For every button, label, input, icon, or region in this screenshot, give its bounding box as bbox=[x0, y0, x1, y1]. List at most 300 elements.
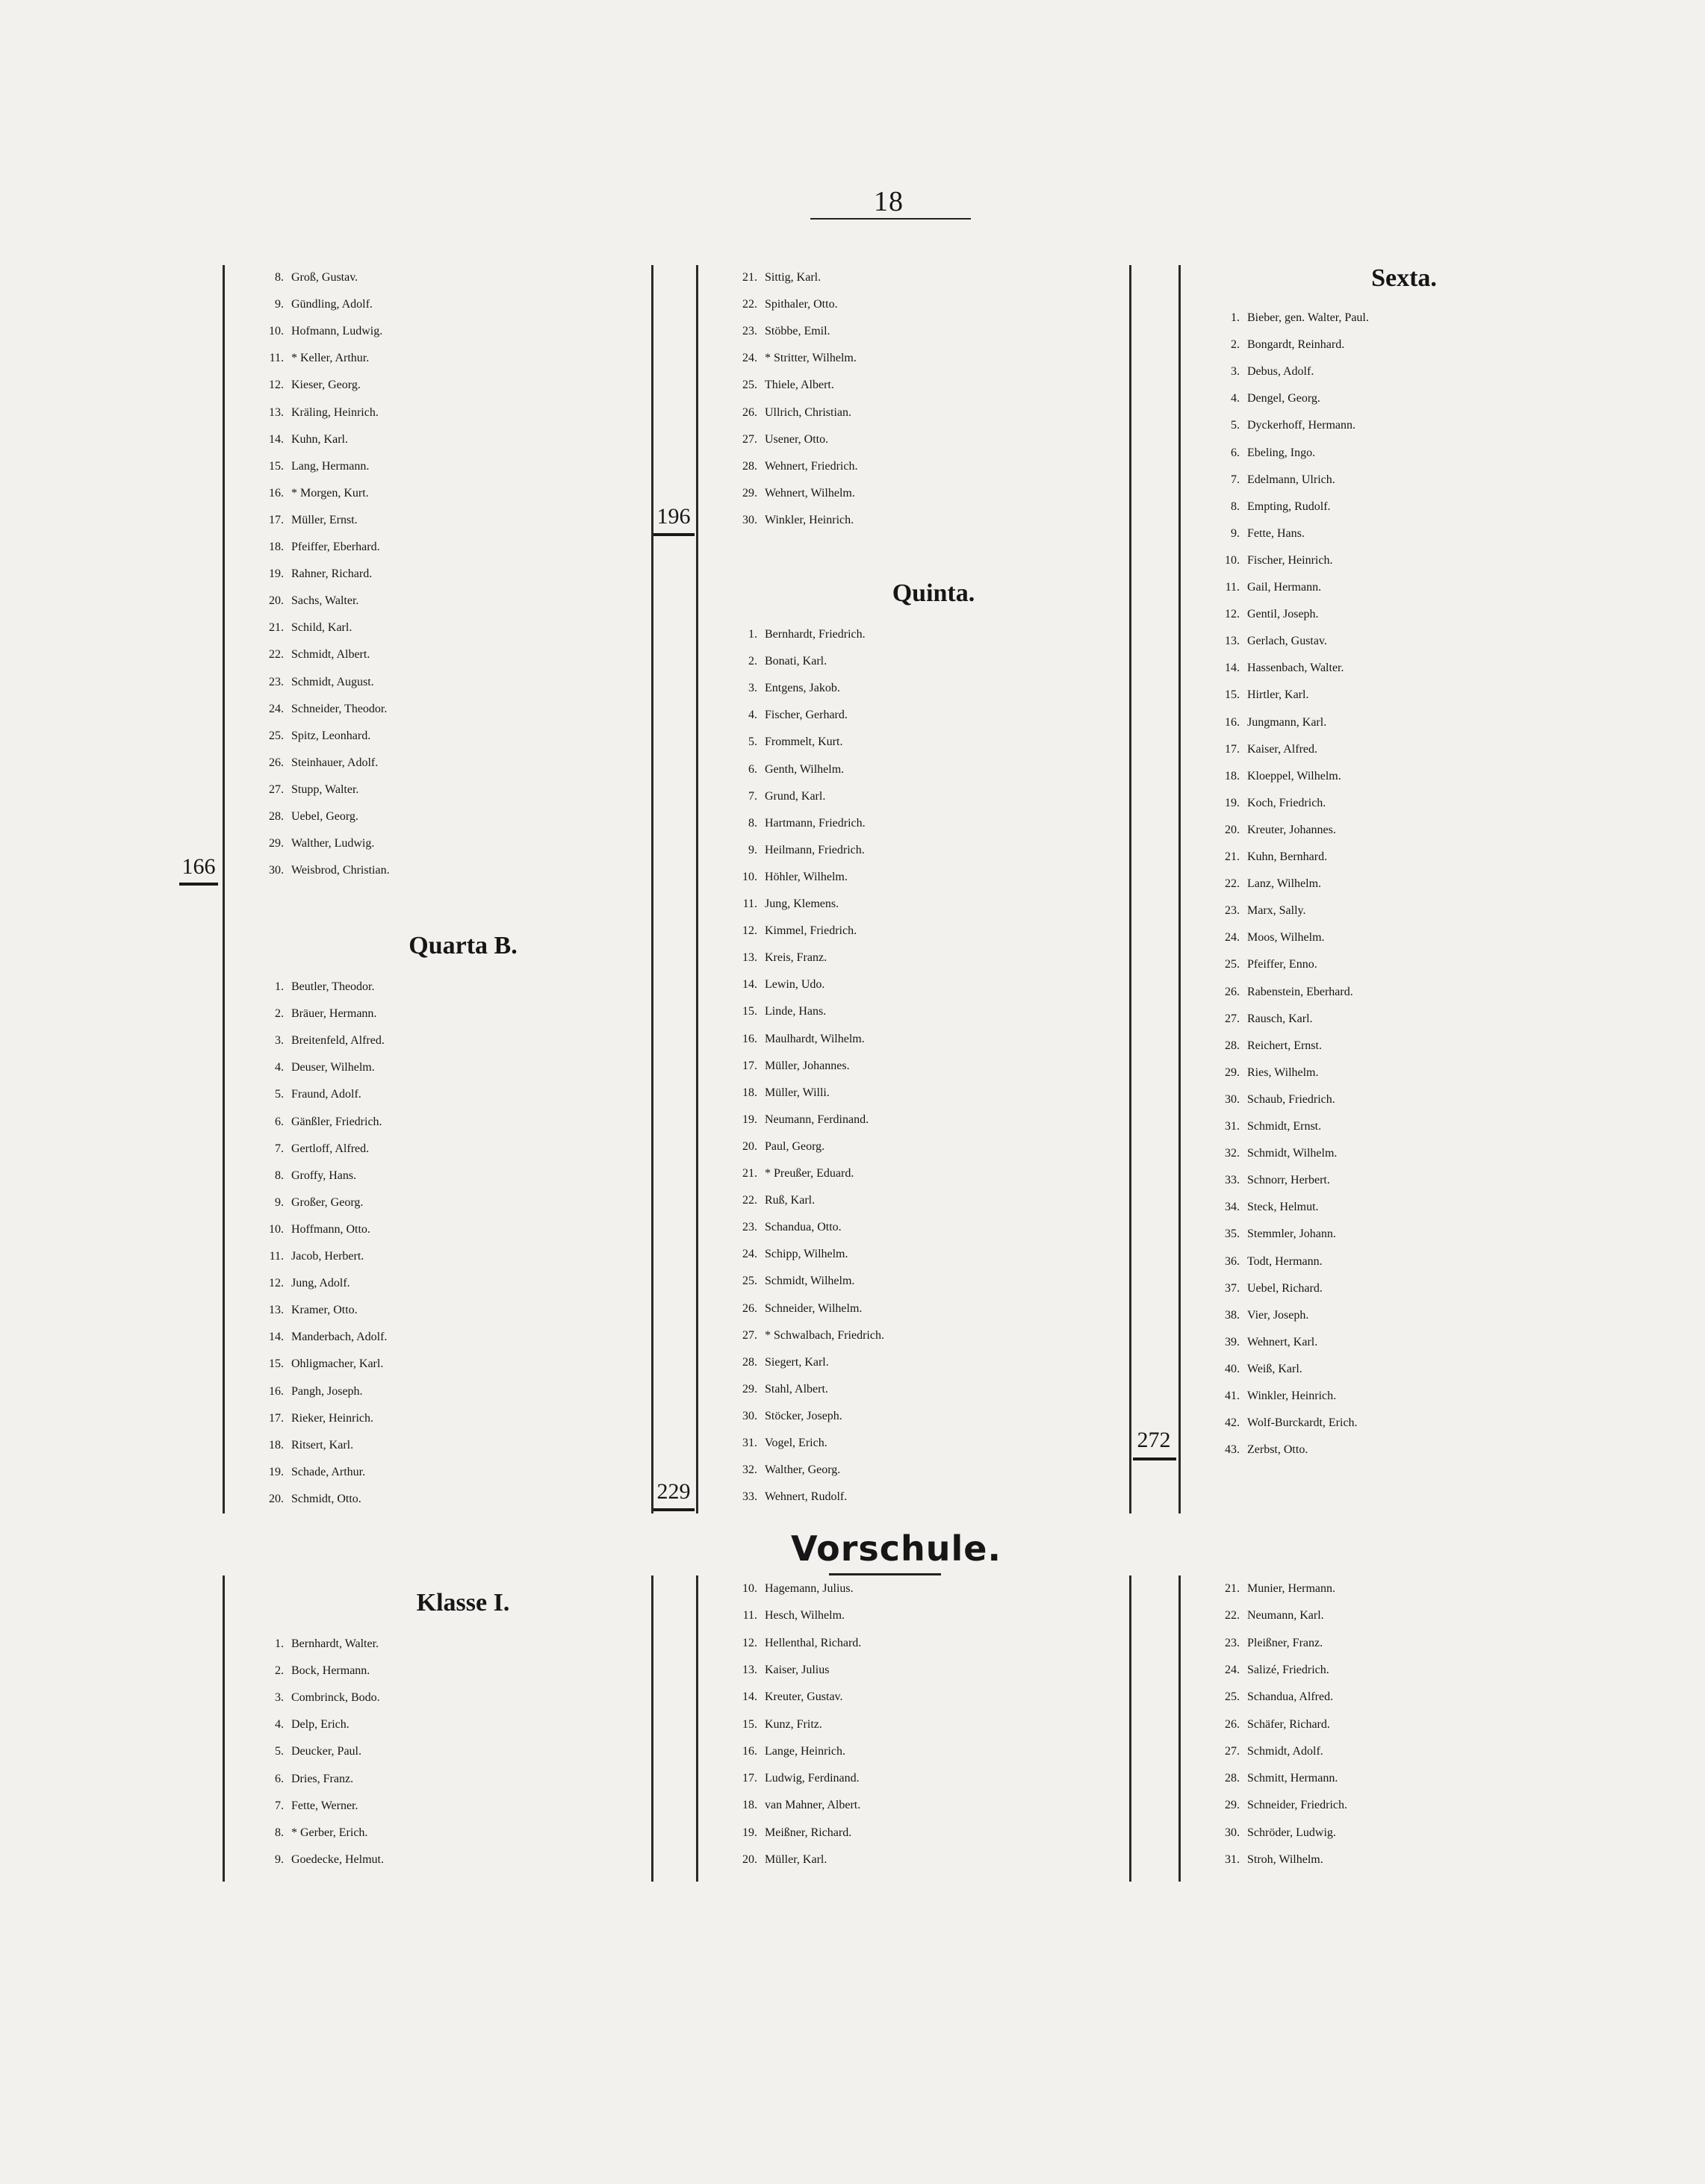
entry-number: 16. bbox=[742, 1744, 757, 1758]
entry-name: Gerlach, Gustav. bbox=[1247, 635, 1327, 648]
entry-name: Thiele, Albert. bbox=[765, 379, 834, 392]
entry-name: Steck, Helmut. bbox=[1247, 1201, 1319, 1214]
entry-name: Beutler, Theodor. bbox=[291, 980, 375, 993]
entry-number: 27. bbox=[742, 432, 757, 446]
entry-name: Jung, Klemens. bbox=[765, 897, 839, 910]
entry-name: * Gerber, Erich. bbox=[291, 1826, 368, 1839]
entry-name: Wehnert, Friedrich. bbox=[765, 459, 858, 473]
entry-number: 2. bbox=[1231, 338, 1240, 352]
entry-name: * Stritter, Wilhelm. bbox=[765, 352, 857, 365]
entry-number: 5. bbox=[1231, 419, 1240, 432]
entry-name: Kloeppel, Wilhelm. bbox=[1247, 769, 1341, 783]
entry-name: Deuser, Wilhelm. bbox=[291, 1061, 375, 1074]
col-divider-3a-bottom bbox=[1129, 1575, 1131, 1882]
entry-name: Ries, Wilhelm. bbox=[1247, 1065, 1319, 1079]
entry-name: Jung, Adolf. bbox=[291, 1277, 350, 1290]
entry-number: 20. bbox=[742, 1139, 757, 1153]
entry-number: 14. bbox=[1225, 662, 1240, 675]
entry-number: 30. bbox=[742, 513, 757, 526]
entry-name: Fischer, Gerhard. bbox=[765, 709, 848, 722]
entry-number: 31. bbox=[1225, 1853, 1240, 1866]
entry-name: Fette, Hans. bbox=[1247, 526, 1305, 540]
entry-name: Entgens, Jakob. bbox=[765, 682, 840, 695]
entry-name: Schmidt, Otto. bbox=[291, 1492, 361, 1505]
entry-name: Höhler, Wilhelm. bbox=[765, 870, 848, 883]
entry-name: Gail, Hermann. bbox=[1247, 581, 1322, 594]
entry-name: Pfeiffer, Eberhard. bbox=[291, 541, 380, 553]
entry-name: Gündling, Adolf. bbox=[291, 298, 373, 311]
entry-name: Hesch, Wilhelm. bbox=[765, 1609, 845, 1623]
entry-name: Dengel, Georg. bbox=[1247, 392, 1320, 405]
entry-number: 36. bbox=[1225, 1254, 1240, 1268]
entry-number: 27. bbox=[1225, 1744, 1240, 1758]
entry-number: 21. bbox=[1225, 850, 1240, 863]
entry-number: 26. bbox=[1225, 1717, 1240, 1731]
entry-name: Lang, Hermann. bbox=[291, 459, 370, 473]
entry-number: 23. bbox=[742, 1221, 757, 1234]
entry-name: Pleißner, Franz. bbox=[1247, 1636, 1323, 1649]
entry-number: 11. bbox=[269, 1250, 284, 1263]
col-divider-3a bbox=[1129, 265, 1131, 1513]
entry-name: Deucker, Paul. bbox=[291, 1745, 361, 1758]
entry-number: 15. bbox=[1225, 688, 1240, 702]
entry-name: Steinhauer, Adolf. bbox=[291, 756, 379, 769]
entry-name: Hofmann, Ludwig. bbox=[291, 325, 383, 338]
entry-number: 21. bbox=[742, 271, 757, 284]
entry-number: 9. bbox=[275, 1195, 284, 1209]
class-total-196: 196 bbox=[656, 504, 691, 529]
entry-number: 32. bbox=[1225, 1147, 1240, 1160]
entry-name: Wehnert, Karl. bbox=[1247, 1335, 1318, 1348]
entry-number: 29. bbox=[1225, 1065, 1240, 1079]
heading-quarta-b: Quarta B. bbox=[409, 932, 518, 959]
entry-number: 10. bbox=[269, 325, 284, 338]
entry-name: Sittig, Karl. bbox=[765, 271, 822, 284]
entry-name: Rieker, Heinrich. bbox=[291, 1411, 373, 1425]
entry-number: 4. bbox=[275, 1718, 284, 1732]
entry-name: Schmidt, Wilhelm. bbox=[1247, 1147, 1338, 1160]
entry-number: 9. bbox=[1231, 526, 1240, 540]
entry-name: Schmidt, Adolf. bbox=[1247, 1744, 1323, 1758]
entry-name: Meißner, Richard. bbox=[765, 1826, 852, 1839]
entry-name: Jacob, Herbert. bbox=[291, 1250, 364, 1263]
entry-number: 10. bbox=[742, 1582, 757, 1595]
entry-number: 28. bbox=[269, 810, 284, 823]
entry-number: 43. bbox=[1225, 1443, 1240, 1457]
entry-number: 27. bbox=[742, 1328, 757, 1342]
entry-name: Ludwig, Ferdinand. bbox=[765, 1772, 860, 1785]
class-total-229: 229 bbox=[656, 1479, 691, 1504]
entry-name: Stroh, Wilhelm. bbox=[1247, 1853, 1323, 1866]
entry-name: Heilmann, Friedrich. bbox=[765, 843, 865, 856]
entry-number: 23. bbox=[1225, 904, 1240, 918]
entry-name: Hassenbach, Walter. bbox=[1247, 662, 1344, 675]
class-total-272: 272 bbox=[1137, 1428, 1171, 1452]
class-total-166: 166 bbox=[181, 854, 216, 879]
entry-number: 13. bbox=[742, 951, 757, 965]
entry-name: * Morgen, Kurt. bbox=[291, 486, 369, 500]
entry-number: 17. bbox=[269, 513, 284, 526]
entry-name: Kaiser, Alfred. bbox=[1247, 742, 1317, 756]
entry-number: 17. bbox=[742, 1772, 757, 1785]
entry-number: 21. bbox=[1225, 1582, 1240, 1595]
entry-name: Hellenthal, Richard. bbox=[765, 1636, 862, 1649]
entry-number: 30. bbox=[1225, 1092, 1240, 1106]
entry-number: 12. bbox=[269, 1277, 284, 1290]
entry-number: 4. bbox=[275, 1061, 284, 1074]
entry-name: * Schwalbach, Friedrich. bbox=[765, 1328, 884, 1342]
entry-name: Dyckerhoff, Hermann. bbox=[1247, 419, 1355, 432]
entry-number: 32. bbox=[742, 1463, 757, 1477]
entry-number: 14. bbox=[269, 1331, 284, 1344]
entry-number: 6. bbox=[1231, 446, 1240, 459]
entry-name: Schipp, Wilhelm. bbox=[765, 1248, 848, 1261]
entry-number: 11. bbox=[269, 352, 284, 365]
entry-number: 15. bbox=[742, 1717, 757, 1731]
entry-number: 1. bbox=[275, 980, 284, 993]
entry-number: 16. bbox=[742, 1032, 757, 1045]
entry-name: Frommelt, Kurt. bbox=[765, 735, 843, 749]
entry-number: 28. bbox=[1225, 1039, 1240, 1052]
entry-number: 5. bbox=[275, 1088, 284, 1101]
entry-number: 5. bbox=[275, 1745, 284, 1758]
entry-name: * Keller, Arthur. bbox=[291, 352, 370, 365]
entry-name: Groß, Gustav. bbox=[291, 271, 358, 284]
entry-number: 8. bbox=[275, 1826, 284, 1839]
entry-number: 33. bbox=[1225, 1174, 1240, 1187]
entry-name: Schandua, Otto. bbox=[765, 1221, 842, 1234]
entry-number: 9. bbox=[275, 1852, 284, 1866]
entry-name: Kräling, Heinrich. bbox=[291, 405, 379, 419]
entry-name: Maulhardt, Wilhelm. bbox=[765, 1032, 865, 1045]
entry-name: Combrinck, Bodo. bbox=[291, 1691, 380, 1705]
entry-number: 31. bbox=[742, 1437, 757, 1449]
entry-number: 7. bbox=[748, 789, 757, 803]
entry-name: Schäfer, Richard. bbox=[1247, 1717, 1330, 1731]
entry-number: 28. bbox=[1225, 1772, 1240, 1785]
entry-number: 35. bbox=[1225, 1228, 1240, 1241]
entry-number: 24. bbox=[269, 702, 284, 715]
entry-number: 22. bbox=[742, 1194, 757, 1207]
entry-number: 40. bbox=[1225, 1362, 1240, 1375]
entry-name: Wehnert, Rudolf. bbox=[765, 1490, 848, 1504]
entry-number: 1. bbox=[748, 628, 757, 641]
entry-name: Fette, Werner. bbox=[291, 1799, 358, 1812]
entry-name: Reichert, Ernst. bbox=[1247, 1039, 1322, 1052]
entry-name: Schmidt, Wilhelm. bbox=[765, 1275, 855, 1288]
entry-name: van Mahner, Albert. bbox=[765, 1799, 861, 1812]
entry-name: Müller, Ernst. bbox=[291, 513, 358, 526]
entry-name: Usener, Otto. bbox=[765, 432, 829, 446]
entry-name: Schmidt, Ernst. bbox=[1247, 1120, 1322, 1133]
entry-name: Lanz, Wilhelm. bbox=[1247, 877, 1322, 891]
entry-name: Kimmel, Friedrich. bbox=[765, 924, 857, 938]
entry-number: 13. bbox=[742, 1663, 757, 1676]
entry-number: 7. bbox=[1231, 473, 1240, 486]
entry-number: 29. bbox=[269, 837, 284, 850]
entry-name: Siegert, Karl. bbox=[765, 1355, 829, 1369]
entry-name: Edelmann, Ulrich. bbox=[1247, 473, 1335, 486]
entry-number: 23. bbox=[269, 675, 284, 688]
entry-name: Schröder, Ludwig. bbox=[1247, 1826, 1336, 1839]
entry-number: 2. bbox=[275, 1007, 284, 1021]
entry-name: Bräuer, Hermann. bbox=[291, 1007, 377, 1021]
entry-number: 12. bbox=[269, 379, 284, 392]
entry-name: Schnorr, Herbert. bbox=[1247, 1174, 1330, 1187]
entry-name: Spitz, Leonhard. bbox=[291, 729, 371, 742]
entry-number: 23. bbox=[742, 325, 757, 338]
entry-number: 4. bbox=[748, 709, 757, 722]
entry-name: Bernhardt, Walter. bbox=[291, 1637, 379, 1650]
entry-number: 17. bbox=[742, 1059, 757, 1072]
entry-number: 34. bbox=[1225, 1201, 1240, 1214]
entry-number: 26. bbox=[269, 756, 284, 769]
entry-number: 16. bbox=[269, 1384, 284, 1398]
entry-number: 4. bbox=[1231, 392, 1240, 405]
entry-name: Rausch, Karl. bbox=[1247, 1012, 1313, 1025]
entry-number: 3. bbox=[748, 682, 757, 695]
entry-name: Sachs, Walter. bbox=[291, 594, 359, 608]
entry-name: Kreis, Franz. bbox=[765, 951, 827, 965]
entry-number: 18. bbox=[269, 1438, 284, 1452]
entry-number: 18. bbox=[742, 1086, 757, 1099]
entry-number: 26. bbox=[1225, 985, 1240, 998]
entry-name: Munier, Hermann. bbox=[1247, 1582, 1335, 1595]
entry-name: Ebeling, Ingo. bbox=[1247, 446, 1316, 459]
entry-name: Kieser, Georg. bbox=[291, 379, 361, 392]
entry-name: Spithaler, Otto. bbox=[765, 298, 838, 311]
entry-name: Rabenstein, Eberhard. bbox=[1247, 985, 1353, 998]
entry-number: 1. bbox=[1231, 311, 1240, 324]
entry-number: 7. bbox=[275, 1142, 284, 1155]
entry-number: 27. bbox=[269, 783, 284, 796]
entry-number: 3. bbox=[1231, 365, 1240, 379]
entry-name: Wolf-Burckardt, Erich. bbox=[1247, 1416, 1358, 1430]
entry-name: Neumann, Karl. bbox=[1247, 1609, 1324, 1623]
entry-number: 19. bbox=[742, 1826, 757, 1839]
entry-name: Stöcker, Joseph. bbox=[765, 1409, 842, 1422]
entry-number: 22. bbox=[1225, 877, 1240, 891]
entry-name: Grund, Karl. bbox=[765, 789, 826, 803]
entry-number: 11. bbox=[1225, 581, 1240, 594]
entry-name: Vier, Joseph. bbox=[1247, 1308, 1309, 1322]
entry-number: 14. bbox=[269, 432, 284, 446]
col-divider-2b-bottom bbox=[696, 1575, 698, 1882]
entry-name: Schade, Arthur. bbox=[291, 1465, 366, 1478]
entry-name: Bonati, Karl. bbox=[765, 655, 827, 668]
entry-number: 37. bbox=[1225, 1281, 1240, 1295]
col-divider-3b-bottom bbox=[1178, 1575, 1181, 1882]
entry-number: 30. bbox=[742, 1409, 757, 1422]
entry-name: Weiß, Karl. bbox=[1247, 1362, 1302, 1375]
entry-number: 12. bbox=[1225, 608, 1240, 621]
entry-name: Ritsert, Karl. bbox=[291, 1438, 354, 1452]
entry-name: Schmitt, Hermann. bbox=[1247, 1772, 1338, 1785]
entry-name: Walther, Georg. bbox=[765, 1463, 841, 1477]
entry-name: Schmidt, Albert. bbox=[291, 648, 370, 662]
entry-number: 27. bbox=[1225, 1012, 1240, 1025]
entry-name: Bock, Hermann. bbox=[291, 1664, 370, 1678]
entry-number: 20. bbox=[1225, 823, 1240, 836]
entry-number: 3. bbox=[275, 1034, 284, 1048]
entry-number: 29. bbox=[1225, 1799, 1240, 1812]
entry-name: Zerbst, Otto. bbox=[1247, 1443, 1308, 1457]
entry-name: Stahl, Albert. bbox=[765, 1382, 828, 1396]
entry-name: Uebel, Georg. bbox=[291, 810, 358, 823]
entry-number: 14. bbox=[742, 978, 757, 992]
entry-name: Ruß, Karl. bbox=[765, 1194, 816, 1207]
total-rule bbox=[653, 1508, 695, 1511]
entry-name: Stupp, Walter. bbox=[291, 783, 359, 796]
entry-name: Schneider, Friedrich. bbox=[1247, 1799, 1347, 1812]
entry-number: 14. bbox=[742, 1690, 757, 1704]
entry-name: Schneider, Theodor. bbox=[291, 702, 388, 715]
entry-name: Kreuter, Johannes. bbox=[1247, 823, 1336, 836]
entry-number: 25. bbox=[742, 1275, 757, 1288]
entry-name: Koch, Friedrich. bbox=[1247, 796, 1326, 809]
entry-name: Linde, Hans. bbox=[765, 1005, 827, 1018]
entry-name: Wehnert, Wilhelm. bbox=[765, 486, 855, 500]
entry-name: Pangh, Joseph. bbox=[291, 1384, 363, 1398]
entry-name: Schaub, Friedrich. bbox=[1247, 1092, 1335, 1106]
entry-number: 26. bbox=[742, 405, 757, 419]
entry-number: 21. bbox=[742, 1167, 757, 1180]
entry-name: * Preußer, Eduard. bbox=[765, 1167, 854, 1180]
entry-number: 21. bbox=[269, 621, 284, 635]
entry-number: 42. bbox=[1225, 1416, 1240, 1430]
entry-name: Debus, Adolf. bbox=[1247, 365, 1314, 379]
entry-name: Kaiser, Julius bbox=[765, 1663, 830, 1676]
entry-name: Uebel, Richard. bbox=[1247, 1281, 1323, 1295]
entry-number: 25. bbox=[269, 729, 284, 742]
heading-quinta: Quinta. bbox=[892, 579, 975, 607]
entry-number: 8. bbox=[1231, 500, 1240, 513]
entry-number: 25. bbox=[1225, 958, 1240, 971]
entry-number: 5. bbox=[748, 735, 757, 749]
entry-number: 19. bbox=[742, 1113, 757, 1126]
entry-number: 38. bbox=[1225, 1308, 1240, 1322]
entry-number: 8. bbox=[275, 1169, 284, 1182]
entry-number: 20. bbox=[269, 594, 284, 608]
entry-number: 33. bbox=[742, 1490, 757, 1504]
entry-name: Gertloff, Alfred. bbox=[291, 1142, 370, 1155]
entry-number: 15. bbox=[269, 459, 284, 473]
entry-number: 26. bbox=[742, 1301, 757, 1315]
entry-name: Breitenfeld, Alfred. bbox=[291, 1034, 385, 1048]
entry-name: Marx, Sally. bbox=[1247, 904, 1306, 918]
col-divider-1 bbox=[223, 265, 225, 1513]
entry-name: Neumann, Ferdinand. bbox=[765, 1113, 869, 1126]
entry-name: Müller, Johannes. bbox=[765, 1059, 850, 1072]
entry-number: 18. bbox=[1225, 769, 1240, 783]
entry-number: 9. bbox=[748, 843, 757, 856]
entry-name: Hoffmann, Otto. bbox=[291, 1222, 370, 1236]
entry-name: Manderbach, Adolf. bbox=[291, 1331, 388, 1344]
entry-name: Müller, Willi. bbox=[765, 1086, 830, 1099]
entry-number: 22. bbox=[742, 298, 757, 311]
entry-number: 24. bbox=[1225, 1663, 1240, 1676]
entry-name: Hartmann, Friedrich. bbox=[765, 816, 866, 830]
entry-name: Schneider, Wilhelm. bbox=[765, 1301, 863, 1315]
entry-number: 29. bbox=[742, 486, 757, 500]
total-rule bbox=[653, 533, 695, 536]
entry-number: 18. bbox=[742, 1799, 757, 1812]
entry-name: Pfeiffer, Enno. bbox=[1247, 958, 1317, 971]
entry-name: Walther, Ludwig. bbox=[291, 837, 375, 850]
entry-number: 11. bbox=[742, 897, 757, 910]
heading-vorschule: Vorschule. bbox=[791, 1528, 1001, 1569]
entry-number: 15. bbox=[269, 1357, 284, 1371]
entry-name: Winkler, Heinrich. bbox=[1247, 1390, 1337, 1402]
entry-name: Salizé, Friedrich. bbox=[1247, 1663, 1329, 1676]
entry-number: 24. bbox=[742, 1248, 757, 1261]
entry-name: Todt, Hermann. bbox=[1247, 1254, 1323, 1268]
entry-number: 10. bbox=[269, 1222, 284, 1236]
entry-name: Bongardt, Reinhard. bbox=[1247, 338, 1345, 352]
entry-number: 20. bbox=[269, 1492, 284, 1505]
entry-number: 20. bbox=[742, 1853, 757, 1866]
entry-name: Lewin, Udo. bbox=[765, 978, 825, 992]
col-divider-2b bbox=[696, 265, 698, 1513]
entry-name: Jungmann, Karl. bbox=[1247, 715, 1327, 729]
entry-number: 28. bbox=[742, 1355, 757, 1369]
entry-name: Stöbbe, Emil. bbox=[765, 325, 830, 338]
col-divider-3b bbox=[1178, 265, 1181, 1513]
entry-name: Großer, Georg. bbox=[291, 1195, 364, 1209]
entry-name: Kunz, Fritz. bbox=[765, 1717, 822, 1731]
entry-name: Schild, Karl. bbox=[291, 621, 353, 635]
entry-number: 16. bbox=[269, 486, 284, 500]
total-rule bbox=[179, 883, 218, 886]
entry-name: Ohligmacher, Karl. bbox=[291, 1357, 384, 1371]
col-divider-1-bottom bbox=[223, 1575, 225, 1882]
entry-number: 25. bbox=[742, 379, 757, 392]
col-divider-2a-bottom bbox=[651, 1575, 653, 1882]
entry-number: 10. bbox=[1225, 553, 1240, 567]
entry-number: 12. bbox=[742, 1636, 757, 1649]
entry-number: 10. bbox=[742, 870, 757, 883]
entry-name: Kuhn, Karl. bbox=[291, 432, 348, 446]
entry-name: Delp, Erich. bbox=[291, 1718, 350, 1732]
entry-number: 8. bbox=[275, 271, 284, 284]
total-rule bbox=[1133, 1457, 1176, 1460]
entry-number: 22. bbox=[1225, 1609, 1240, 1623]
entry-number: 19. bbox=[269, 567, 284, 581]
entry-name: Groffy, Hans. bbox=[291, 1169, 357, 1182]
entry-number: 22. bbox=[269, 648, 284, 662]
entry-name: Schmidt, August. bbox=[291, 675, 374, 688]
entry-number: 13. bbox=[1225, 635, 1240, 648]
entry-number: 11. bbox=[742, 1609, 757, 1623]
entry-name: Stemmler, Johann. bbox=[1247, 1228, 1336, 1241]
entry-name: Kramer, Otto. bbox=[291, 1304, 358, 1317]
entry-number: 17. bbox=[269, 1411, 284, 1425]
entry-name: Fraund, Adolf. bbox=[291, 1088, 361, 1101]
entry-name: Ullrich, Christian. bbox=[765, 405, 851, 419]
entry-name: Winkler, Heinrich. bbox=[765, 513, 854, 526]
entry-name: Bernhardt, Friedrich. bbox=[765, 628, 866, 641]
entry-number: 24. bbox=[1225, 931, 1240, 945]
entry-number: 16. bbox=[1225, 715, 1240, 729]
entry-name: Gänßler, Friedrich. bbox=[291, 1115, 382, 1128]
entry-name: Rahner, Richard. bbox=[291, 567, 373, 581]
entry-number: 18. bbox=[269, 541, 284, 553]
entry-number: 1. bbox=[275, 1637, 284, 1650]
entry-number: 17. bbox=[1225, 742, 1240, 756]
entry-name: Dries, Franz. bbox=[291, 1772, 354, 1785]
page-number: 18 bbox=[874, 186, 904, 217]
entry-number: 19. bbox=[1225, 796, 1240, 809]
